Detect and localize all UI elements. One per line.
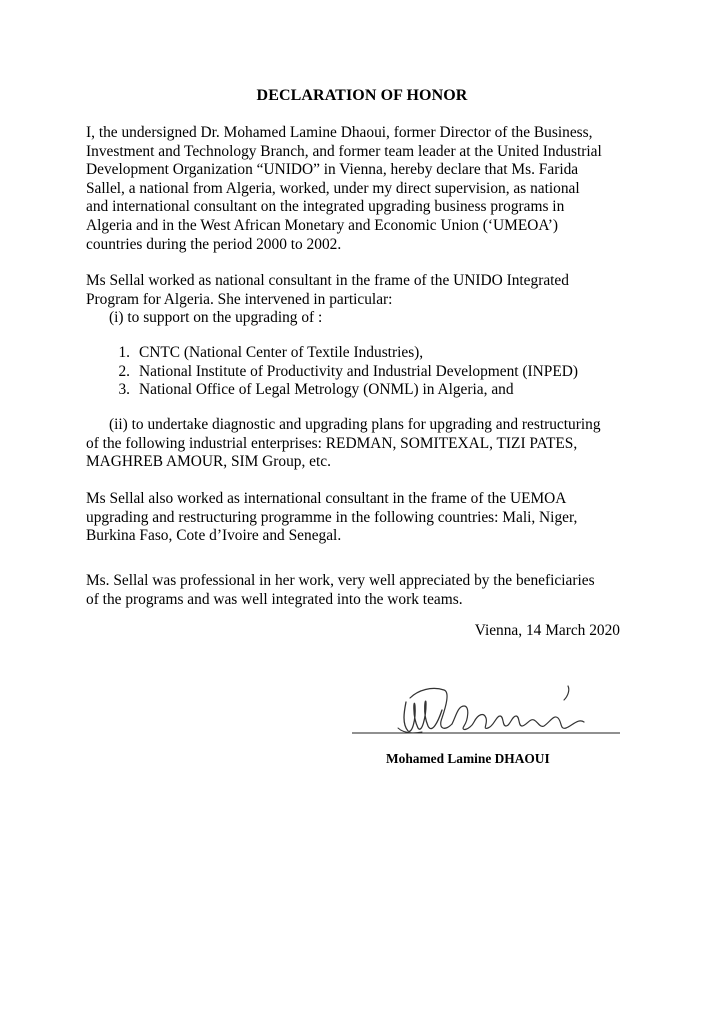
paragraph-line: Burkina Faso, Cote d’Ivoire and Senegal. — [86, 527, 342, 545]
paragraph-line: (ii) to undertake diagnostic and upgrading plans for upgrading and restructuring — [109, 416, 601, 433]
list-item — [86, 363, 646, 382]
paragraph-line: of the programs and was well integrated into the work teams. — [86, 590, 463, 608]
list-item-text: National Institute of Productivity and Industrial Development (INPED) — [139, 362, 578, 380]
paragraph-line: I, the undersigned Dr. Mohamed Lamine Dhaoui, former Director of the Business, — [86, 124, 593, 141]
signature-stroke — [564, 686, 569, 700]
list-item-number: 3. — [118, 381, 130, 399]
paragraph-line: Ms Sellal worked as national consultant in the frame of the UNIDO Integrated — [86, 272, 569, 289]
signature-graphic — [352, 676, 628, 744]
paragraph-declaration — [86, 124, 646, 254]
paragraph-line: upgrading and restructuring programme in the following countries: Mali, Niger, — [86, 508, 578, 526]
paragraph-line: Ms. Sellal was professional in her work, very well appreciated by the beneficiaries — [86, 572, 595, 589]
paragraph-line: and international consultant on the integrated upgrading business programs in — [86, 198, 565, 216]
paragraph-line: Investment and Technology Branch, and former team leader at the United Industrial — [86, 142, 602, 160]
signer-name: Mohamed Lamine DHAOUI — [386, 751, 550, 766]
document-title: DECLARATION OF HONOR — [256, 87, 468, 104]
list-item — [86, 381, 646, 400]
list-item — [86, 344, 646, 363]
paragraph-appreciation — [86, 572, 646, 609]
paragraph-enterprises — [86, 416, 646, 472]
paragraph-national-consultant — [86, 272, 646, 328]
signature-stroke — [452, 706, 534, 729]
paragraph-line: Ms Sellal also worked as international consultant in the frame of the UEMOA — [86, 490, 567, 507]
numbered-list — [86, 344, 646, 400]
paragraph-line: Program for Algeria. She intervened in particular: — [86, 290, 393, 308]
list-item-text: National Office of Legal Metrology (ONML) in Algeria, and — [139, 381, 514, 399]
paragraph-line: countries during the period 2000 to 2002. — [86, 235, 342, 253]
paragraph-line: MAGHREB AMOUR, SIM Group, etc. — [86, 453, 331, 471]
paragraph-line: Development Organization “UNIDO” in Vienna, hereby declare that Ms. Farida — [86, 161, 579, 179]
paragraph-sub-item-i: (i) to support on the upgrading of : — [109, 309, 323, 327]
signature-stroke — [534, 717, 584, 728]
paragraph-line: Sallel, a national from Algeria, worked, under my direct supervision, as national — [86, 179, 580, 197]
list-item-text: CNTC (National Center of Textile Industries), — [139, 344, 424, 361]
list-item-number: 2. — [118, 362, 130, 380]
paragraph-line: of the following industrial enterprises: REDMAN, SOMITEXAL, TIZI PATES, — [86, 434, 578, 452]
paragraph-international-consultant — [86, 490, 646, 546]
place-and-date: Vienna, 14 March 2020 — [474, 622, 620, 639]
list-item-number: 1. — [118, 344, 130, 361]
paragraph-line: Algeria and in the West African Monetary and Economic Union (‘UMEOA’) — [86, 216, 559, 234]
handwritten-signature — [352, 676, 628, 744]
signature-stroke — [404, 701, 442, 731]
